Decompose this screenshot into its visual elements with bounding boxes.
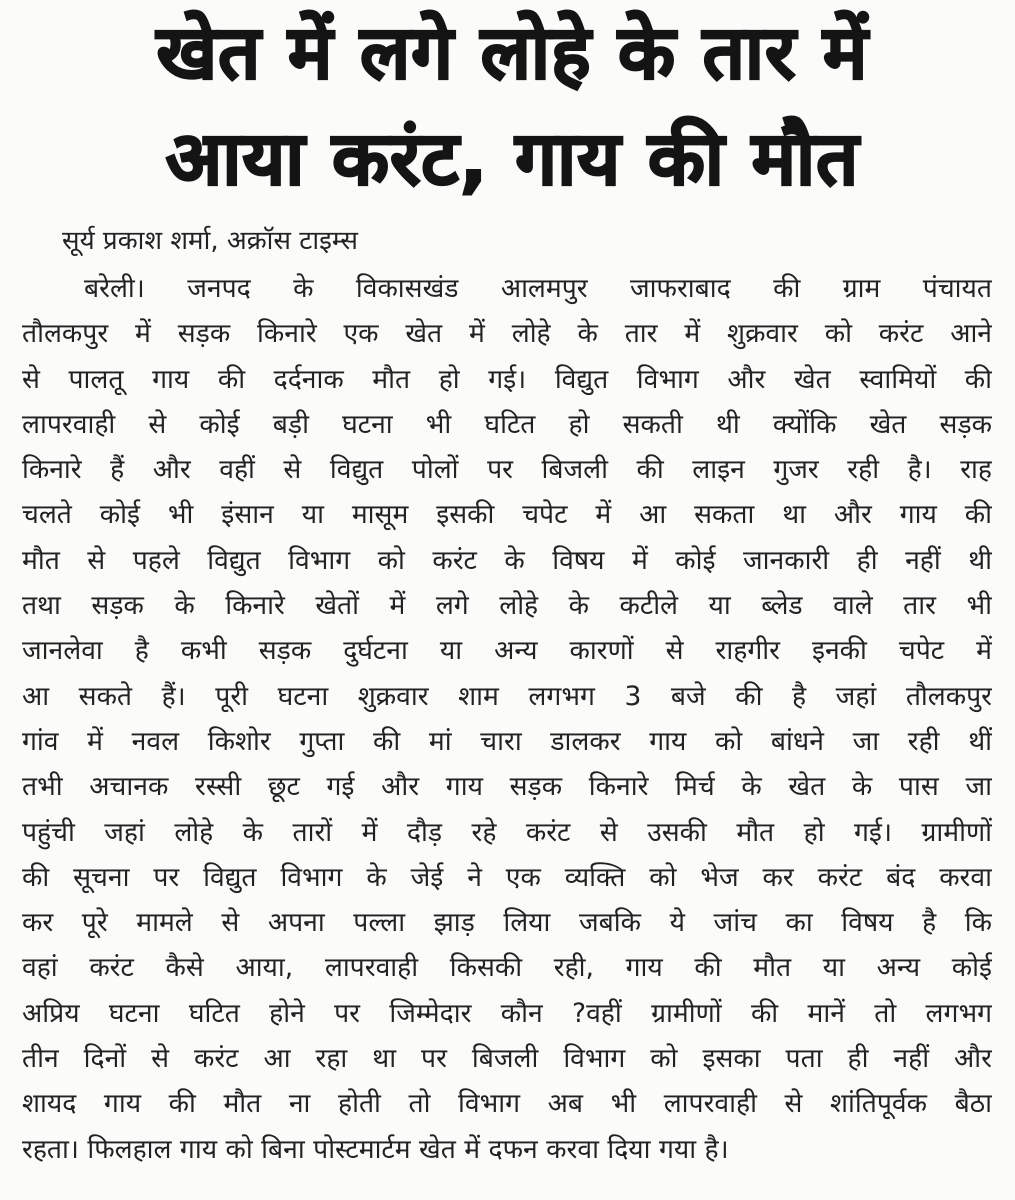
article-line: तौलकपुर में सड़क किनारे एक खेत में लोहे के तार में शुक्रवार को करंट आने xyxy=(22,318,992,350)
article-line: तभी अचानक रस्सी छूट गई और गाय सड़क किनारे मिर्च के खेत के पास जा xyxy=(22,771,992,803)
article-line: चलते कोई भी इंसान या मासूम इसकी चपेट में आ सकता था और गाय की xyxy=(22,499,992,531)
article-line: मौत से पहले विद्युत विभाग को करंट के विषय में कोई जानकारी ही नहीं थी xyxy=(22,544,992,576)
article-line: रहता। फिलहाल गाय को बिना पोस्टमार्टम खेत में दफन करवा दिया गया है। xyxy=(22,1133,729,1165)
article-line: तीन दिनों से करंट आ रहा था पर बिजली विभाग को इसका पता ही नहीं और xyxy=(22,1043,992,1075)
article-line: कर पूरे मामले से अपना पल्ला झाड़ लिया जबकि ये जांच का विषय है कि xyxy=(22,907,992,939)
headline xyxy=(30,0,995,212)
article-line: बरेली। जनपद के विकासखंड आलमपुर जाफराबाद की ग्राम पंचायत xyxy=(84,273,992,304)
article-line: आ सकते हैं। पूरी घटना शुक्रवार शाम लगभग 3 बजे की है जहां तौलकपुर xyxy=(22,680,992,712)
article-line: अप्रिय घटना घटित होने पर जिम्मेदार कौन ?वहीं ग्रामीणों की मानें तो लगभग xyxy=(22,997,992,1029)
article-line: तथा सड़क के किनारे खेतों में लगे लोहे के कटीले या ब्लेड वाले तार भी xyxy=(22,590,992,622)
article-body xyxy=(22,266,992,1172)
article-line: किनारे हैं और वहीं से विद्युत पोलों पर बिजली की लाइन गुजर रही है। राह xyxy=(22,454,992,486)
article-line: जानलेवा है कभी सड़क दुर्घटना या अन्य कारणों से राहगीर इनकी चपेट में xyxy=(22,635,992,667)
byline: सूर्य प्रकाश शर्मा, अक्रॉस टाइम्स xyxy=(62,226,358,256)
headline-line: आया करंट, गाय की मौत xyxy=(165,116,860,202)
headline-line: खेत में लगे लोहे के तार में xyxy=(156,10,869,96)
article-line: शायद गाय की मौत ना होती तो विभाग अब भी लापरवाही से शांतिपूर्वक बैठा xyxy=(22,1088,992,1120)
article-line: वहां करंट कैसे आया, लापरवाही किसकी रही, गाय की मौत या अन्य कोई xyxy=(22,952,992,984)
article-line: की सूचना पर विद्युत विभाग के जेई ने एक व्यक्ति को भेज कर करंट बंद करवा xyxy=(22,861,992,893)
article-line: गांव में नवल किशोर गुप्ता की मां चारा डालकर गाय को बांधने जा रही थीं xyxy=(22,725,992,757)
article-line: से पालतू गाय की दर्दनाक मौत हो गई। विद्युत विभाग और खेत स्वामियों की xyxy=(22,363,992,395)
article-line: पहुंची जहां लोहे के तारों में दौड़ रहे करंट से उसकी मौत हो गई। ग्रामीणों xyxy=(22,816,992,848)
article-line: लापरवाही से कोई बड़ी घटना भी घटित हो सकती थी क्योंकि खेत सड़क xyxy=(22,408,992,440)
